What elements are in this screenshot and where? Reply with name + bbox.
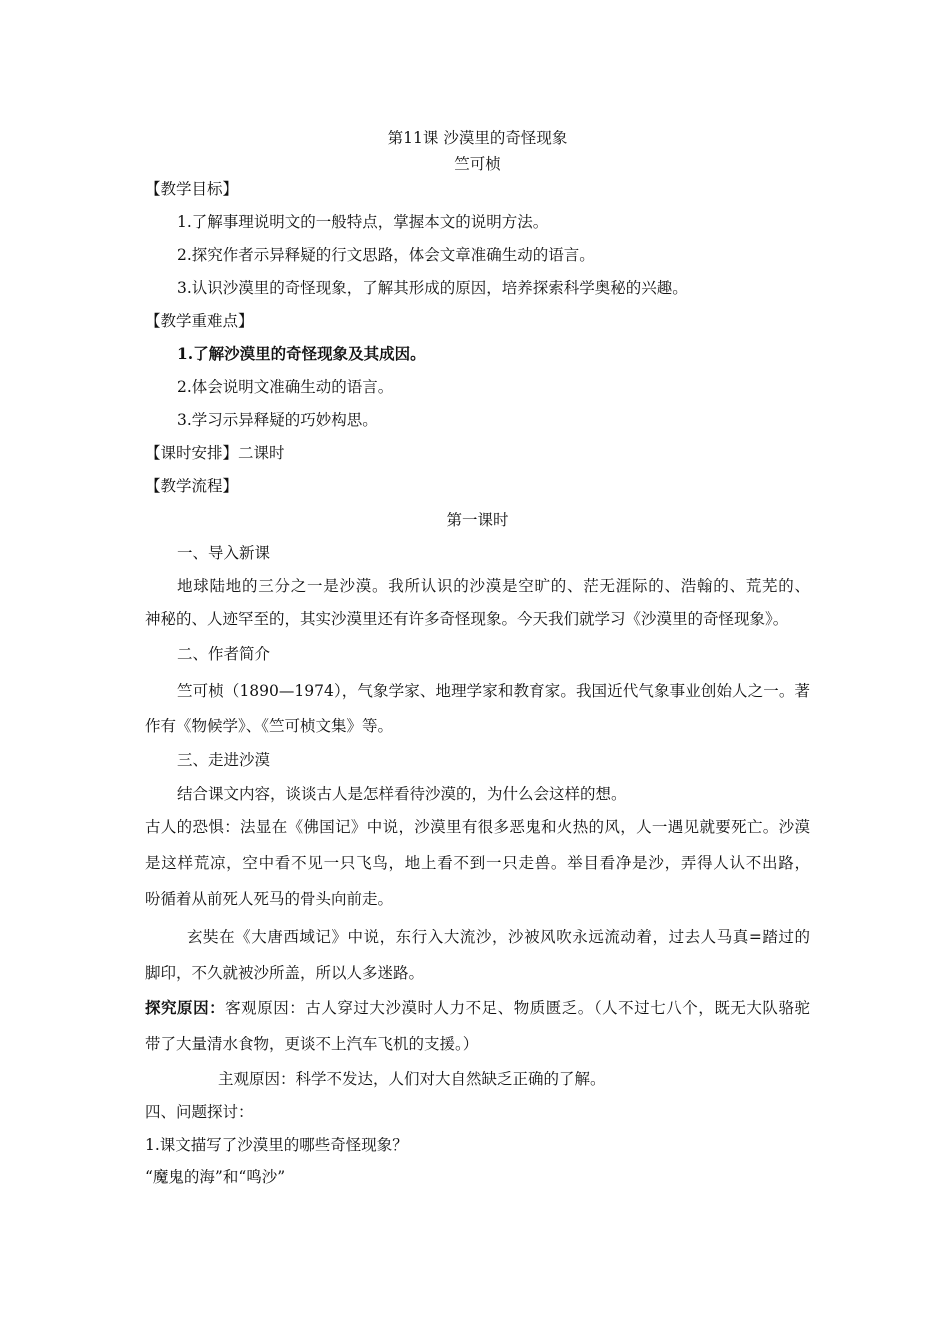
paragraph-line: 神秘的、人迹罕至的，其实沙漠里还有许多奇怪现象。今天我们就学习《沙漠里的奇怪现象》。 [145, 610, 789, 628]
section-heading: 一、导入新课 [177, 544, 271, 562]
goals-heading: 【教学目标】 [145, 180, 239, 198]
paragraph-line: 结合课文内容，谈谈古人是怎样看待沙漠的，为什么会这样的想。 [177, 785, 627, 803]
explore-line [145, 997, 810, 1019]
answer-line: “魔鬼的海”和“鸣沙” [145, 1168, 286, 1186]
keypoint-item: 3.学习示异释疑的巧妙构思。 [177, 411, 378, 429]
paragraph-line: 主观原因：科学不发达，人们对大自然缺乏正确的了解。 [218, 1070, 606, 1088]
goal-item: 2.探究作者示异释疑的行文思路，体会文章准确生动的语言。 [177, 246, 595, 264]
schedule-line: 【课时安排】二课时 [145, 444, 285, 462]
lesson-heading: 第一课时 [446, 511, 509, 529]
paragraph-line: 玄奘在《大唐西域记》中说，东行入大流沙，沙被风吹永远流动着，过去人马真=踏过的 [187, 928, 810, 946]
keypoints-heading: 【教学重难点】 [145, 312, 254, 330]
paragraph-line: 地球陆地的三分之一是沙漠。我所认识的沙漠是空旷的、茫无涯际的、浩翰的、荒芜的、 [177, 577, 810, 595]
process-heading: 【教学流程】 [145, 477, 239, 495]
explore-label: 探究原因： [145, 998, 226, 1017]
keypoint-item: 2.体会说明文准确生动的语言。 [177, 378, 394, 396]
section-heading: 二、作者简介 [177, 645, 271, 663]
goal-item: 3.认识沙漠里的奇怪现象，了解其形成的原因，培养探索科学奥秘的兴趣。 [177, 279, 688, 297]
paragraph-line: 带了大量清水食物，更谈不上汽车飞机的支援。） [145, 1035, 479, 1053]
doc-title: 第11课 沙漠里的奇怪现象 [387, 129, 568, 147]
paragraph-line: 是这样荒凉，空中看不见一只飞鸟，地上看不到一只走兽。举目看净是沙，弄得人认不出路， [145, 854, 810, 872]
keypoint-item: 1.了解沙漠里的奇怪现象及其成因。 [177, 344, 426, 363]
explore-text: 客观原因：古人穿过大沙漠时人力不足、物质匮乏。（人不过七八个，既无大队骆驼 [225, 999, 810, 1017]
paragraph-line: 古人的恐惧：法显在《佛国记》中说，沙漠里有很多恶鬼和火热的风，人一遇见就要死亡。沙漠 [145, 818, 810, 836]
doc-author: 竺可桢 [454, 155, 501, 173]
paragraph-line: 脚印，不久就被沙所盖，所以人多迷路。 [145, 964, 425, 982]
goal-item: 1.了解事理说明文的一般特点，掌握本文的说明方法。 [177, 213, 549, 231]
paragraph-line: 吩循着从前死人死马的骨头向前走。 [145, 890, 394, 908]
question-line: 1.课文描写了沙漠里的哪些奇怪现象？ [145, 1136, 408, 1154]
section-heading: 四、问题探讨： [145, 1103, 254, 1121]
paragraph-line: 作有《物候学》、《竺可桢文集》等。 [145, 717, 394, 735]
paragraph-line: 竺可桢（1890—1974），气象学家、地理学家和教育家。我国近代气象事业创始人之一。著 [177, 682, 810, 700]
section-heading: 三、走进沙漠 [177, 751, 271, 769]
